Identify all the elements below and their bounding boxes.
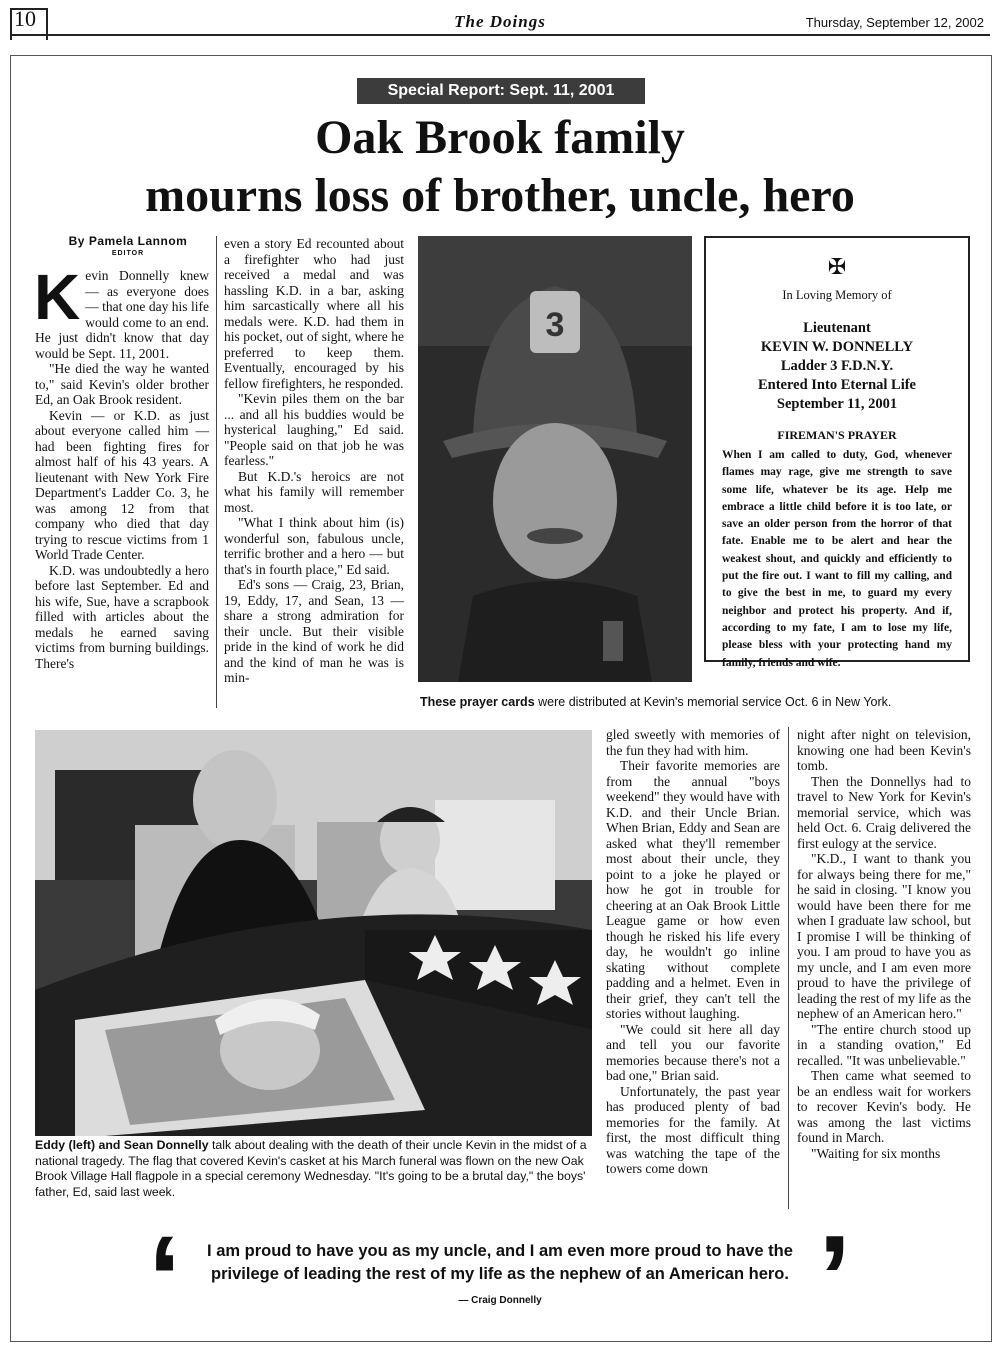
paragraph: "What I think about him (is) wonderful son, fabulous uncle, terrific brother and a hero — but that's in fourth place," Ed said. — [224, 515, 404, 577]
paragraph: "We could sit here all day and tell you our favorite memories because there's not a bad one," Brian said. — [606, 1021, 780, 1083]
family-photo-image — [35, 730, 592, 1136]
firefighter-portrait-photo — [418, 236, 692, 682]
paragraph: "K.D., I want to thank you for always being there for me," he said in closing. "I know you would have been there for me when I graduate law school, but I promise I will be thinking of you. I am proud to have you as my uncle, and I am even more proud to have the privilege of leading the rest of my life as the nephew of an American hero." — [797, 851, 971, 1021]
card-memory-line: In Loving Memory of — [782, 288, 892, 302]
column-rule — [216, 236, 217, 708]
paragraph: Unfortunately, the past year has produced plenty of bad memories for the family. At first, the most difficult thing was watching the tape of the towers come down — [606, 1083, 780, 1176]
special-report-kicker: Special Report: Sept. 11, 2001 — [357, 78, 645, 104]
page-header — [10, 8, 990, 36]
photo-caption-text: talk about dealing with the death of their uncle Kevin in the midst of a national tragedy. The flag that covered Kevin's casket at his March funeral was flown on the new Oak Brook Village Hall flagpole in a special ceremony Wednesday. "It's going to be a brutal day," the boys' father, Ed, said last week. — [35, 1138, 587, 1199]
paragraph: Then came what seemed to be an endless wait for workers to recover Kevin's body. He was among the last victims found in March. — [797, 1068, 971, 1145]
article-column-1 — [34, 261, 209, 671]
article-column-4 — [797, 727, 971, 1161]
paragraph: night after night on television, knowing one had been Kevin's tomb. — [797, 727, 971, 773]
card-entered: Entered Into Eternal Life — [757, 377, 916, 393]
family-photo-caption — [35, 1138, 595, 1200]
card-name: KEVIN W. DONNELLY — [760, 339, 914, 355]
prayer-card — [704, 236, 970, 669]
close-quote-mark: ’ — [818, 1211, 852, 1345]
prayer-title: FIREMAN'S PRAYER — [777, 428, 897, 442]
fire-department-cross-icon: ✠ — [827, 254, 847, 279]
paragraph: Ed's sons — Craig, 23, Brian, 19, Eddy, 17, and Sean, 13 — share a strong admiration for their uncle. But their visible pride in the kind of work he did and the kind of man he was is min- — [224, 577, 404, 685]
portrait-caption-lead: These prayer cards — [420, 695, 535, 709]
paragraph: "He died the way he wanted to," said Kevin's older brother Ed, an Oak Brook resident. — [35, 361, 209, 407]
paragraph: But K.D.'s heroics are not what his family will remember most. — [224, 468, 404, 515]
paragraph: Kevin — or K.D. as just about everyone called him — had been fighting fires for almost half of his 43 years. A lieutenant with New York Fire Department's Ladder Co. 3, he was among 12 from that company who died that day trying to rescue victims from 1 World Trade Center. — [35, 407, 209, 562]
prayer-text: When I am called to duty, God, whenever flames may rage, give me strength to save some life, whatever be its age. Help me embrace a little child before it is too late, or save an older person from the horror of that fate. Enable me to be alert and hear the weakest shout, and quickly and efficiently to put the fire out. I want to fill my calling, and to give the best in me, to guard my every neighbor and protect his property. And if, according to my fate, I am to lose my life, please bless with your protecting hand my family, friends and wife. — [722, 449, 952, 669]
pull-quote-attribution: — Craig Donnelly — [458, 1295, 542, 1306]
photo-caption-lead: Eddy (left) and Sean Donnelly — [35, 1138, 209, 1152]
paragraph: "The entire church stood up in a standing ovation," Ed recalled. "It was unbelievable." — [797, 1021, 971, 1068]
column-rule — [788, 727, 789, 1209]
card-date: September 11, 2001 — [776, 396, 898, 412]
open-quote-mark: ‘ — [148, 1211, 182, 1345]
paragraph: gled sweetly with memories of the fun they had with him. — [606, 727, 780, 758]
paragraph: Their favorite memories are from the annual "boys weekend" they would have with K.D. and their Uncle Brian. When Brian, Eddy and Sean are asked what they'll remember most about their uncle, they point to a joke he played or how he got in trouble for cheering at an Oak Brook Little League game or how even though he risked his life every day, he wouldn't go inline skating without complete padding and a helmet. Even in their grief, they can't tell the stories without laughing. — [606, 758, 780, 1021]
byline: By Pamela Lannom — [68, 234, 188, 248]
pull-quote-text: I am proud to have you as my uncle, and I am even more proud to have the privilege of leading the rest of my life as the nephew of an American hero. — [207, 1242, 793, 1283]
paragraph: evin Donnelly knew — as everyone does — that one day his life would come to an end. He just didn't know that day would be Sept. 11, 2001. — [35, 268, 209, 361]
article-column-2 — [224, 236, 404, 686]
dateline: Thursday, September 12, 2002 — [805, 15, 984, 30]
card-unit: Ladder 3 F.D.N.Y. — [780, 358, 894, 374]
paragraph: even a story Ed recounted about a firefighter who had just received a medal and was hassling K.D. in a bar, asking him sarcastically where all his medals were. K.D. had them in his pocket, out of sight, where he preferred to keep them. Eventually, encouraged by his fellow firefighters, he responded. — [224, 236, 404, 391]
drop-cap: K — [34, 261, 81, 333]
paragraph: "Kevin piles them on the bar ... and all his buddies would be hysterical laughing," Ed said. "People said on that job he was fearless." — [224, 391, 404, 468]
headline-line-2: mourns loss of brother, uncle, hero — [145, 169, 855, 222]
page-number: 10 — [14, 6, 36, 31]
card-rank: Lieutenant — [803, 320, 871, 336]
article-column-3 — [606, 727, 780, 1177]
portrait-image — [418, 236, 692, 682]
paragraph: Then the Donnellys had to travel to New York for Kevin's memorial service, which was held Oct. 6. Craig delivered the first eulogy at the service. — [797, 773, 971, 851]
portrait-caption — [420, 695, 980, 709]
paragraph: "Waiting for six months — [811, 1145, 941, 1161]
portrait-caption-text: were distributed at Kevin's memorial service Oct. 6 in New York. — [534, 695, 892, 709]
headline-line-1: Oak Brook family — [315, 111, 685, 164]
masthead: The Doings — [454, 12, 546, 31]
svg-text:3: 3 — [545, 306, 565, 344]
byline-role: EDITOR — [111, 250, 145, 257]
paragraph: K.D. was undoubtedly a hero before last September. Ed and his wife, Sue, have a scrapbook filled with articles about the medals he earned saving victims from burning buildings. There's — [35, 562, 209, 671]
family-photo — [35, 730, 592, 1136]
